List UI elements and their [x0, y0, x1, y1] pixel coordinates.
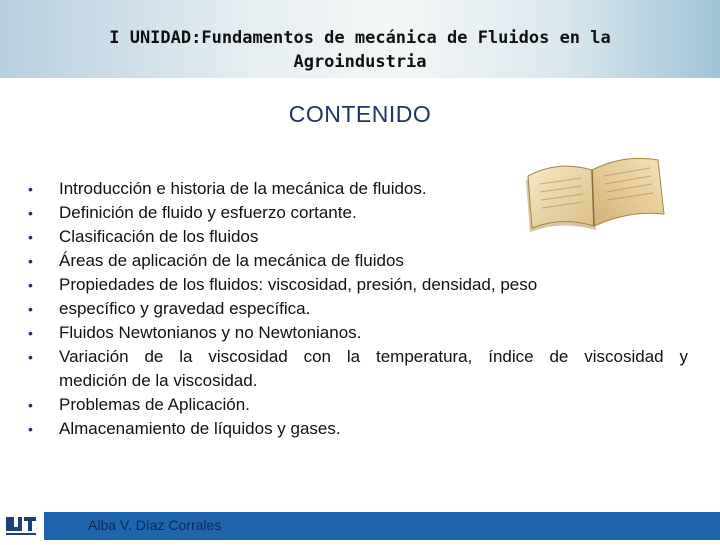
- list-item: [28, 393, 688, 417]
- list-item-text-continuation: medición de la viscosidad.: [59, 371, 258, 390]
- list-item: [28, 177, 688, 201]
- bullet: •: [28, 205, 33, 221]
- list-item: [28, 249, 688, 273]
- list-item-text: Almacenamiento de líquidos y gases.: [59, 419, 341, 438]
- bullet: •: [28, 181, 33, 197]
- list-item-text: Problemas de Aplicación.: [59, 395, 250, 414]
- bullet: •: [28, 301, 33, 317]
- list-item-text: Introducción e historia de la mecánica de fluidos.: [59, 179, 427, 198]
- bullet: •: [28, 277, 33, 293]
- section-title: CONTENIDO: [288, 101, 432, 127]
- list-item-text: Clasificación de los fluidos: [59, 227, 259, 246]
- bullet: •: [28, 349, 33, 365]
- list-item: [28, 321, 688, 345]
- bullet: •: [28, 253, 33, 269]
- list-item-text: específico y gravedad específica.: [59, 299, 311, 318]
- slide-title-line-2: Agroindustria: [293, 52, 427, 72]
- list-item-text: Definición de fluido y esfuerzo cortante.: [59, 203, 357, 222]
- bullet: •: [28, 421, 33, 437]
- bullet: •: [28, 325, 33, 341]
- list-item: [28, 225, 688, 249]
- list-item: [28, 297, 688, 321]
- list-item-text: Propiedades de los fluidos: viscosidad, presión, densidad, peso: [59, 275, 538, 294]
- list-item: [28, 345, 688, 393]
- footer-author: Alba V. Díaz Corrales: [88, 517, 222, 533]
- bullet: •: [28, 397, 33, 413]
- list-item-text: Variación de la viscosidad con la temperatura, índice de viscosidad y: [59, 347, 688, 366]
- list-item: [28, 417, 688, 441]
- slide-title-line-1: I UNIDAD:Fundamentos de mecánica de Fluidos en la: [109, 28, 611, 48]
- footer-logo-box: [0, 512, 44, 540]
- list-item-text: Fluidos Newtonianos y no Newtonianos.: [59, 323, 362, 342]
- contents-list: [28, 177, 688, 441]
- bullet: •: [28, 229, 33, 245]
- list-item-text: Áreas de aplicación de la mecánica de fluidos: [59, 251, 404, 270]
- university-logo-icon: [0, 512, 44, 540]
- list-item: [28, 201, 688, 225]
- slide-title: [40, 26, 680, 74]
- list-item: [28, 273, 688, 297]
